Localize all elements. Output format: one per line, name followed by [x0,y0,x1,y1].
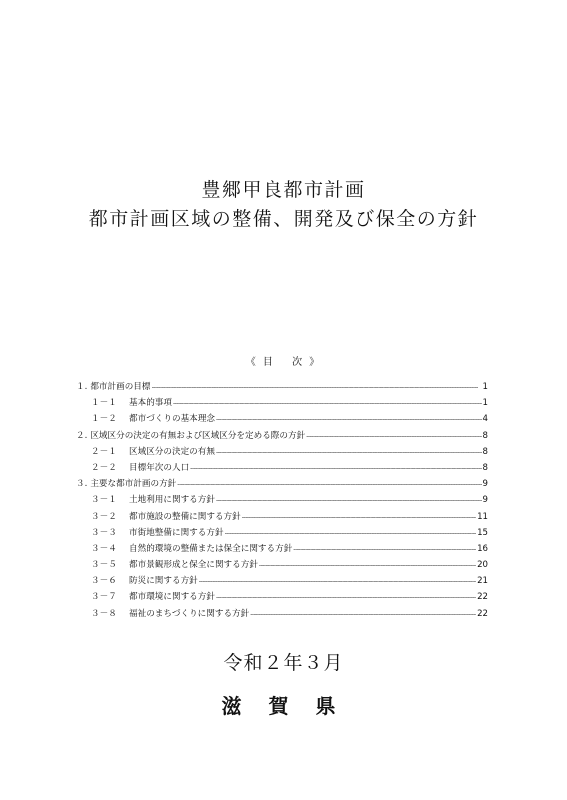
toc-entry-number: ３－４ [91,543,117,554]
toc-entry-number: ３－２ [91,511,117,522]
toc-leader [177,479,481,489]
toc-entry-title: 福祉のまちづくりに関する方針 [129,608,250,619]
toc-leader [216,447,482,457]
toc-entry-number: ３－６ [91,576,117,587]
toc-entry-title: 防災に関する方針 [129,576,198,587]
toc-entry-page: 9 [482,495,488,506]
table-of-contents [76,380,488,623]
document-title [0,176,567,234]
publication-date: 令和２年３月 [223,652,344,674]
toc-entry [76,412,488,428]
toc-entry-title: 基本的事項 [129,398,172,409]
toc-entry [76,477,488,493]
toc-entry-page: 1 [482,398,488,409]
toc-leader [242,512,476,522]
toc-entry-title: 都市景観形成と保全に関する方針 [129,560,258,571]
toc-entry-page: 21 [477,576,488,587]
toc-entry-title: 目標年次の人口 [129,462,190,473]
toc-entry-number: ２－２ [91,462,117,473]
toc-entry-title: 自然的環境の整備または保全に関する方針 [129,543,293,554]
toc-entry [76,445,488,461]
toc-entry-title: 区域区分の決定の有無 [129,446,215,457]
toc-leader [173,398,482,408]
toc-entry [76,607,488,623]
toc-heading: 《 目 次 》 [245,357,322,368]
toc-leader [306,431,481,441]
toc-entry-number: ３－７ [91,592,117,603]
toc-entry-number: １. [76,382,88,392]
toc-entry-page: 15 [477,527,488,538]
toc-entry-title: 都市環境に関する方針 [129,592,215,603]
toc-leader [216,592,476,602]
toc-entry-number: １－２ [91,414,117,425]
toc-entry-title: 区域区分の決定の有無および区域区分を定める際の方針 [90,430,306,441]
toc-entry-number: ３－１ [91,495,117,506]
toc-leader [250,609,476,619]
toc-leader [199,576,476,586]
toc-leader [293,544,476,554]
toc-entry-page: 8 [482,462,488,473]
toc-entry [76,526,488,542]
toc-entry-page: 22 [477,592,488,603]
organization-name: 滋 賀 県 [221,694,346,718]
toc-entry-title: 土地利用に関する方針 [129,495,215,506]
toc-entry-number: ３－３ [91,527,117,538]
toc-entry-title: 都市施設の整備に関する方針 [129,511,241,522]
toc-entry [76,461,488,477]
toc-entry-title: 都市計画の目標 [90,382,151,392]
toc-leader [190,463,481,473]
toc-entry-page: 8 [482,446,488,457]
toc-entry [76,396,488,412]
toc-entry-number: １－１ [91,398,117,409]
toc-entry-page: 22 [477,608,488,619]
toc-entry [76,429,488,445]
toc-entry-number: ２. [76,430,88,441]
toc-entry-page: 20 [477,560,488,571]
toc-entry-number: ３－８ [91,608,117,619]
toc-entry-page: 9 [482,479,488,490]
toc-entry-page: 8 [482,430,488,441]
toc-entry [76,558,488,574]
toc-entry-page: 16 [477,543,488,554]
toc-entry [76,493,488,509]
toc-entry-title: 主要な都市計画の方針 [90,479,177,490]
title-line-1: 豊郷甲良都市計画 [201,179,366,201]
title-line-2: 都市計画区域の整備、開発及び保全の方針 [88,208,479,230]
toc-entry-page: 11 [477,511,488,522]
toc-leader [225,528,477,538]
toc-leader [152,382,482,392]
toc-entry [76,510,488,526]
toc-entry-title: 都市づくりの基本理念 [129,414,215,425]
toc-leader [216,495,482,505]
toc-entry [76,380,488,396]
toc-entry [76,542,488,558]
toc-entry [76,590,488,606]
toc-entry-number: ３. [76,479,88,490]
toc-leader [216,414,482,424]
toc-entry-page: 1 [482,382,488,392]
toc-entry-number: ２－１ [91,446,117,457]
toc-entry-page: 4 [482,414,488,425]
toc-leader [259,560,476,570]
toc-entry-title: 市街地整備に関する方針 [129,527,224,538]
toc-entry [76,574,488,590]
toc-entry-number: ３－５ [91,560,117,571]
